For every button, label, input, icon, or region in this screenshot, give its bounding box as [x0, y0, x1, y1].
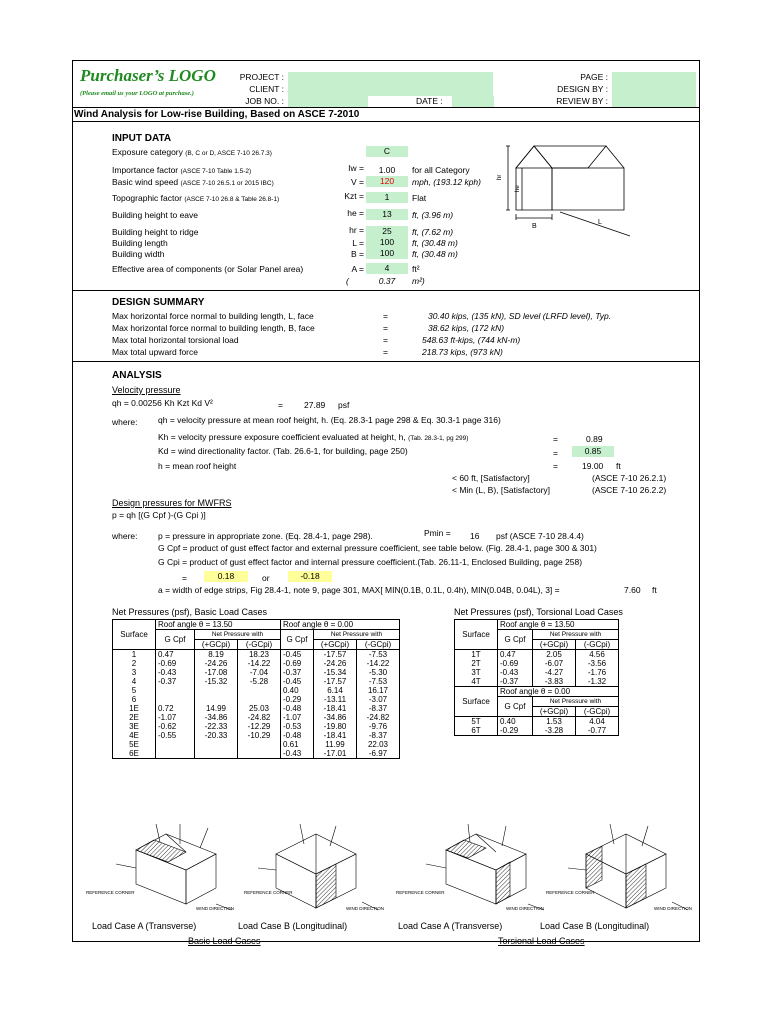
roof-angle-header: Roof angle θ = 13.50: [498, 620, 619, 630]
ref-corner-label: REFERENCE CORNER: [396, 890, 445, 895]
kh-eq: =: [553, 434, 558, 444]
table-cell: 4T: [455, 677, 498, 687]
table-cell: [156, 686, 195, 695]
table-cell: -0.29: [281, 695, 314, 704]
kh-value: 0.89: [586, 434, 603, 444]
table-cell: -1.32: [576, 677, 619, 687]
h-eq: =: [553, 461, 558, 471]
surface-header: Surface: [113, 620, 156, 650]
torsional-load-cases: Torsional Load Cases: [498, 936, 585, 946]
neg-header: (-GCpi): [576, 640, 619, 650]
table-cell: -0.55: [156, 731, 195, 740]
qh-eq-sign: =: [278, 400, 283, 410]
qh-unit: psf: [338, 400, 350, 410]
input-symbol: B =: [351, 249, 364, 259]
table-cell: -9.76: [357, 722, 400, 731]
table-cell: [195, 686, 238, 695]
mwfrs-heading: Design pressures for MWFRS: [112, 498, 232, 508]
importance-value: 1.00: [378, 165, 396, 175]
table-cell: 11.99: [314, 740, 357, 749]
area-m-unit: m²): [412, 276, 425, 286]
job-label: JOB NO. :: [245, 96, 284, 106]
neg-header: (-GCpi): [357, 640, 400, 650]
summary-eq: =: [383, 335, 388, 345]
table-cell: -3.56: [576, 659, 619, 668]
table-cell: 2T: [455, 659, 498, 668]
table-row: [113, 686, 400, 695]
a-unit: ft: [652, 585, 657, 595]
summary-value: 38.62 kips, (172 kN): [428, 323, 505, 333]
torsion-table-caption: Net Pressures (psf), Torsional Load Cases: [454, 607, 623, 617]
table-cell: -17.01: [314, 749, 357, 759]
table-row: [455, 677, 619, 687]
input-label: Basic wind speed (ASCE 7-10 26.5.1 or 2015 IBC): [112, 177, 274, 187]
pmin-value: 16: [470, 531, 480, 541]
net-header: Net Pressure with: [195, 630, 281, 640]
input-unit: mph, (193.12 kph): [412, 177, 481, 187]
table-row: [455, 659, 619, 668]
summary-value: 548.63 ft-kips, (744 kN-m): [422, 335, 521, 345]
table-row: [455, 668, 619, 677]
summary-label: Max total upward force: [112, 347, 198, 357]
table-cell: -10.29: [238, 731, 281, 740]
table-cell: 1: [113, 650, 156, 660]
date-field[interactable]: [452, 96, 494, 107]
table-cell: -0.53: [281, 722, 314, 731]
table-cell: 6T: [455, 726, 498, 736]
table-row: [113, 677, 400, 686]
table-cell: -0.69: [156, 659, 195, 668]
input-unit: for all Category: [412, 165, 470, 175]
neg-header: (-GCpi): [576, 707, 619, 717]
table-cell: 1T: [455, 650, 498, 660]
page-title: Wind Analysis for Low-rise Building, Based on ASCE 7-2010: [74, 109, 360, 120]
input-heading: INPUT DATA: [112, 133, 172, 144]
table-cell: -18.41: [314, 704, 357, 713]
table-cell: [238, 695, 281, 704]
ref-corner-label: REFERENCE CORNER: [244, 890, 293, 895]
net-header: Net Pressure with: [314, 630, 400, 640]
pos-header: (+GCpi): [533, 640, 576, 650]
surface-header: Surface: [455, 687, 498, 717]
load-case-figures: [76, 814, 696, 918]
gcpf-header: G Cpf: [156, 630, 195, 650]
gcpi-eq: =: [182, 573, 187, 583]
table-cell: 14.99: [195, 704, 238, 713]
where-label: where:: [112, 417, 138, 427]
wind-dir-label: WIND DIRECTION: [506, 906, 544, 911]
gcpf-definition: G Cpf = product of gust effect factor and external pressure coefficient, see table below. (Fig. 28.4-1, page 300 & 301): [158, 543, 597, 553]
table-cell: [195, 740, 238, 749]
table-row: [113, 695, 400, 704]
roof-angle-header: Roof angle θ = 13.50: [156, 620, 281, 630]
p-definition: p = pressure in appropriate zone. (Eq. 28.4-1, page 298).: [158, 531, 373, 541]
input-label: Building height to eave: [112, 210, 199, 220]
gcpi-definition: G Cpi = product of gust effect factor and internal pressure coefficient.(Tab. 26.11-1, Enclosed Building, page 258): [158, 557, 583, 567]
input-symbol: V =: [351, 177, 364, 187]
gcpf-header: G Cpf: [498, 630, 533, 650]
design-label: DESIGN BY :: [557, 84, 608, 94]
p-equation: p = qh [(G Cpf )-(G Cpi )]: [112, 510, 206, 520]
client-field[interactable]: [288, 84, 493, 96]
table-cell: 4.04: [576, 717, 619, 727]
sketch-he-label: he: [515, 185, 521, 192]
sketch-b-label: B: [532, 223, 537, 230]
table-cell: -0.37: [498, 677, 533, 687]
table-cell: 3T: [455, 668, 498, 677]
title-rule: [72, 121, 699, 122]
table-cell: -0.69: [498, 659, 533, 668]
torsion-pressure-table: [454, 619, 619, 736]
ref-corner-label: REFERENCE CORNER: [546, 890, 595, 895]
table-cell: [238, 686, 281, 695]
table-cell: -5.28: [238, 677, 281, 686]
table-cell: -24.82: [357, 713, 400, 722]
kh-definition: Kh = velocity pressure exposure coefficient evaluated at height, h, (Tab. 28.3-1, pg 299): [158, 432, 469, 442]
input-symbol: L =: [352, 238, 364, 248]
input-label: Building length: [112, 238, 168, 248]
table-cell: -3.28: [533, 726, 576, 736]
area-m-value: 0.37: [378, 276, 396, 286]
input-label: Building height to ridge: [112, 227, 199, 237]
summary-value: 218.73 kips, (973 kN): [422, 347, 503, 357]
table-cell: -13.11: [314, 695, 357, 704]
table-cell: -19.80: [314, 722, 357, 731]
input-symbol: Kzt =: [344, 191, 364, 201]
ridge-height-input[interactable]: 25: [366, 226, 408, 237]
summary-label: Max total horizontal torsional load: [112, 335, 239, 345]
table-cell: 4: [113, 677, 156, 686]
table-row: [113, 722, 400, 731]
table-cell: [195, 695, 238, 704]
table-cell: [156, 695, 195, 704]
logo: Purchaser’s LOGO: [80, 66, 216, 85]
a-definition: a = width of edge strips, Fig 28.4-1, note 9, page 301, MAX[ MIN(0.1B, 0.1L, 0.4h), MIN(0.04B, 0.04L), 3] =: [158, 585, 560, 595]
table-cell: [195, 749, 238, 759]
summary-eq: =: [383, 347, 388, 357]
table-cell: -6.97: [357, 749, 400, 759]
summary-eq: =: [383, 311, 388, 321]
table-cell: 4E: [113, 731, 156, 740]
review-label: REVIEW BY :: [556, 96, 608, 106]
table-cell: -34.86: [314, 713, 357, 722]
input-unit: ft, (7.62 m): [412, 227, 454, 237]
neg-header: (-GCpi): [238, 640, 281, 650]
table-cell: -1.07: [156, 713, 195, 722]
eave-height-input[interactable]: 13: [366, 209, 408, 220]
kd-definition: Kd = wind directionality factor. (Tab. 26.6-1, for building, page 250): [158, 446, 408, 456]
pos-header: (+GCpi): [533, 707, 576, 717]
table-cell: 0.40: [498, 717, 533, 727]
basic-pressure-table: [112, 619, 400, 759]
surface-header: Surface: [455, 620, 498, 650]
gcpi-negative: -0.18: [288, 571, 332, 582]
wind-dir-label: WIND DIRECTION: [654, 906, 692, 911]
table-cell: -0.43: [156, 668, 195, 677]
table-cell: -5.30: [357, 668, 400, 677]
input-symbol: he =: [347, 208, 364, 218]
table-cell: -18.41: [314, 731, 357, 740]
design-field[interactable]: [612, 84, 696, 96]
section-rule: [72, 361, 699, 362]
input-unit: ft²: [412, 264, 420, 274]
summary-heading: DESIGN SUMMARY: [112, 297, 205, 308]
summary-label: Max horizontal force normal to building length, L, face: [112, 311, 314, 321]
table-cell: 8.19: [195, 650, 238, 660]
table-cell: -0.45: [281, 677, 314, 686]
area-paren: (: [346, 276, 349, 286]
header-rule: [72, 107, 699, 108]
sketch-hr-label: hr: [497, 174, 503, 180]
table-cell: -14.22: [238, 659, 281, 668]
basic-table-caption: Net Pressures (psf), Basic Load Cases: [112, 607, 268, 617]
qh-equation: qh = 0.00256 Kh Kzt Kd V²: [112, 398, 213, 408]
caption-basic-a: Load Case A (Transverse): [92, 921, 197, 931]
table-cell: -17.57: [314, 650, 357, 660]
table-cell: -7.53: [357, 650, 400, 660]
check-min-ref: (ASCE 7-10 26.2.2): [592, 485, 667, 495]
table-row: [113, 650, 400, 660]
wind-dir-label: WIND DIRECTION: [196, 906, 234, 911]
table-cell: -0.43: [281, 749, 314, 759]
input-unit: ft, (30.48 m): [412, 238, 458, 248]
table-cell: -8.37: [357, 704, 400, 713]
table-cell: -0.69: [281, 659, 314, 668]
qh-value: 27.89: [304, 400, 326, 410]
width-input[interactable]: 100: [366, 248, 408, 259]
gcpi-or: or: [262, 573, 270, 583]
table-cell: 1E: [113, 704, 156, 713]
table-cell: -15.34: [314, 668, 357, 677]
check-60ft-ref: (ASCE 7-10 26.2.1): [592, 473, 667, 483]
table-cell: 16.17: [357, 686, 400, 695]
kd-input[interactable]: 0.85: [572, 446, 614, 457]
table-cell: [156, 740, 195, 749]
topographic-input[interactable]: 1: [366, 192, 408, 203]
table-cell: -24.82: [238, 713, 281, 722]
project-label: PROJECT :: [239, 72, 284, 82]
table-cell: -14.22: [357, 659, 400, 668]
pmin-unit: psf (ASCE 7-10 28.4.4): [496, 531, 584, 541]
table-row: [455, 650, 619, 660]
table-row: [113, 713, 400, 722]
input-unit: ft, (3.96 m): [412, 210, 454, 220]
date-label: DATE :: [416, 96, 443, 106]
ref-corner-label: REFERENCE CORNER: [86, 890, 135, 895]
table-row: [113, 731, 400, 740]
table-cell: 3E: [113, 722, 156, 731]
table-cell: 0.40: [281, 686, 314, 695]
gcpf-header: G Cpf: [498, 697, 533, 717]
check-min: < Min (L, B), [Satisfactory]: [452, 485, 551, 495]
input-label: Building width: [112, 249, 165, 259]
table-cell: -4.27: [533, 668, 576, 677]
table-row: [113, 749, 400, 759]
summary-label: Max horizontal force normal to building length, B, face: [112, 323, 315, 333]
table-row: [113, 704, 400, 713]
pos-header: (+GCpi): [195, 640, 238, 650]
table-cell: -0.77: [576, 726, 619, 736]
roof-angle-header: Roof angle θ = 0.00: [281, 620, 400, 630]
h-definition: h = mean roof height: [158, 461, 237, 471]
caption-basic-b: Load Case B (Longitudinal): [238, 921, 348, 931]
table-cell: -24.26: [314, 659, 357, 668]
summary-value: 30.40 kips, (135 kN), SD level (LRFD level), Typ.: [428, 311, 612, 321]
table-cell: 0.47: [156, 650, 195, 660]
roof-angle-header: Roof angle θ = 0.00: [498, 687, 619, 697]
review-field[interactable]: [612, 96, 696, 107]
table-row: [455, 717, 619, 727]
table-cell: -3.83: [533, 677, 576, 687]
table-cell: 2.05: [533, 650, 576, 660]
table-cell: -34.86: [195, 713, 238, 722]
table-cell: -15.32: [195, 677, 238, 686]
table-cell: -17.08: [195, 668, 238, 677]
table-cell: 1.53: [533, 717, 576, 727]
caption-torsion-a: Load Case A (Transverse): [398, 921, 503, 931]
table-cell: -22.33: [195, 722, 238, 731]
table-row: [455, 726, 619, 736]
table-cell: 4.56: [576, 650, 619, 660]
table-cell: -20.33: [195, 731, 238, 740]
table-cell: -6.07: [533, 659, 576, 668]
table-cell: 5T: [455, 717, 498, 727]
table-row: [113, 740, 400, 749]
table-cell: 2E: [113, 713, 156, 722]
pos-header: (+GCpi): [314, 640, 357, 650]
input-symbol: hr =: [349, 225, 364, 235]
summary-eq: =: [383, 323, 388, 333]
table-cell: 3: [113, 668, 156, 677]
table-cell: -24.26: [195, 659, 238, 668]
table-cell: -0.48: [281, 704, 314, 713]
basic-load-cases: Basic Load Cases: [188, 936, 261, 946]
table-cell: -3.07: [357, 695, 400, 704]
table-cell: 0.61: [281, 740, 314, 749]
table-cell: [238, 749, 281, 759]
table-cell: -8.37: [357, 731, 400, 740]
table-cell: -1.76: [576, 668, 619, 677]
table-cell: [156, 749, 195, 759]
table-cell: -0.48: [281, 731, 314, 740]
where-label: where:: [112, 531, 138, 541]
analysis-heading: ANALYSIS: [112, 370, 162, 381]
input-label: Effective area of components (or Solar Panel area): [112, 264, 304, 274]
table-cell: 5: [113, 686, 156, 695]
input-symbol: A =: [351, 264, 364, 274]
net-header: Net Pressure with: [533, 697, 619, 707]
table-cell: 2: [113, 659, 156, 668]
table-row: [113, 659, 400, 668]
input-label: Importance factor (ASCE 7-10 Table 1.5-2): [112, 165, 252, 175]
table-cell: -0.37: [156, 677, 195, 686]
sketch-l-label: L: [598, 219, 602, 226]
table-cell: 22.03: [357, 740, 400, 749]
table-cell: 18.23: [238, 650, 281, 660]
table-cell: -1.07: [281, 713, 314, 722]
pmin-label: Pmin =: [424, 528, 451, 538]
table-cell: 25.03: [238, 704, 281, 713]
client-label: CLIENT :: [249, 84, 284, 94]
page-label: PAGE :: [580, 72, 608, 82]
wind-speed-input[interactable]: 120: [366, 176, 408, 187]
table-cell: 0.47: [498, 650, 533, 660]
table-cell: -12.29: [238, 722, 281, 731]
h-value: 19.00: [582, 461, 604, 471]
velocity-heading: Velocity pressure: [112, 385, 181, 395]
input-label: Exposure category (B, C or D, ASCE 7-10 26.7.3): [112, 147, 272, 157]
table-cell: -0.45: [281, 650, 314, 660]
h-unit: ft: [616, 461, 621, 471]
input-symbol: Iw =: [348, 163, 364, 173]
page-field[interactable]: [612, 72, 696, 84]
table-cell: 6.14: [314, 686, 357, 695]
kd-eq: =: [553, 448, 558, 458]
gcpi-positive: 0.18: [204, 571, 248, 582]
table-cell: -17.57: [314, 677, 357, 686]
table-cell: -7.53: [357, 677, 400, 686]
project-field[interactable]: [288, 72, 493, 84]
table-cell: 6: [113, 695, 156, 704]
input-unit: ft, (30.48 m): [412, 249, 458, 259]
area-input[interactable]: 4: [366, 263, 408, 274]
input-unit: Flat: [412, 193, 427, 203]
table-cell: 5E: [113, 740, 156, 749]
building-sketch: [494, 140, 644, 260]
table-cell: -0.62: [156, 722, 195, 731]
length-input[interactable]: 100: [366, 237, 408, 248]
table-cell: 0.72: [156, 704, 195, 713]
table-cell: -7.04: [238, 668, 281, 677]
gcpf-header: G Cpf: [281, 630, 314, 650]
table-row: [113, 668, 400, 677]
table-cell: 6E: [113, 749, 156, 759]
job-field[interactable]: [288, 96, 368, 107]
table-cell: [238, 740, 281, 749]
table-cell: -0.37: [281, 668, 314, 677]
table-cell: -0.43: [498, 668, 533, 677]
wind-dir-label: WIND DIRECTION: [346, 906, 384, 911]
check-60ft: < 60 ft, [Satisfactory]: [452, 473, 530, 483]
net-header: Net Pressure with: [533, 630, 619, 640]
exposure-input[interactable]: C: [366, 146, 408, 157]
a-value: 7.60: [624, 585, 641, 595]
table-cell: -0.29: [498, 726, 533, 736]
qh-definition: qh = velocity pressure at mean roof height, h. (Eq. 28.3-1 page 298 & Eq. 30.3-1 page 316): [158, 415, 501, 425]
section-rule: [72, 290, 699, 291]
logo-note: (Please email us your LOGO at purchase.): [80, 90, 194, 97]
input-label: Topographic factor (ASCE 7-10 26.8 & Table 26.8-1): [112, 193, 280, 203]
caption-torsion-b: Load Case B (Longitudinal): [540, 921, 650, 931]
